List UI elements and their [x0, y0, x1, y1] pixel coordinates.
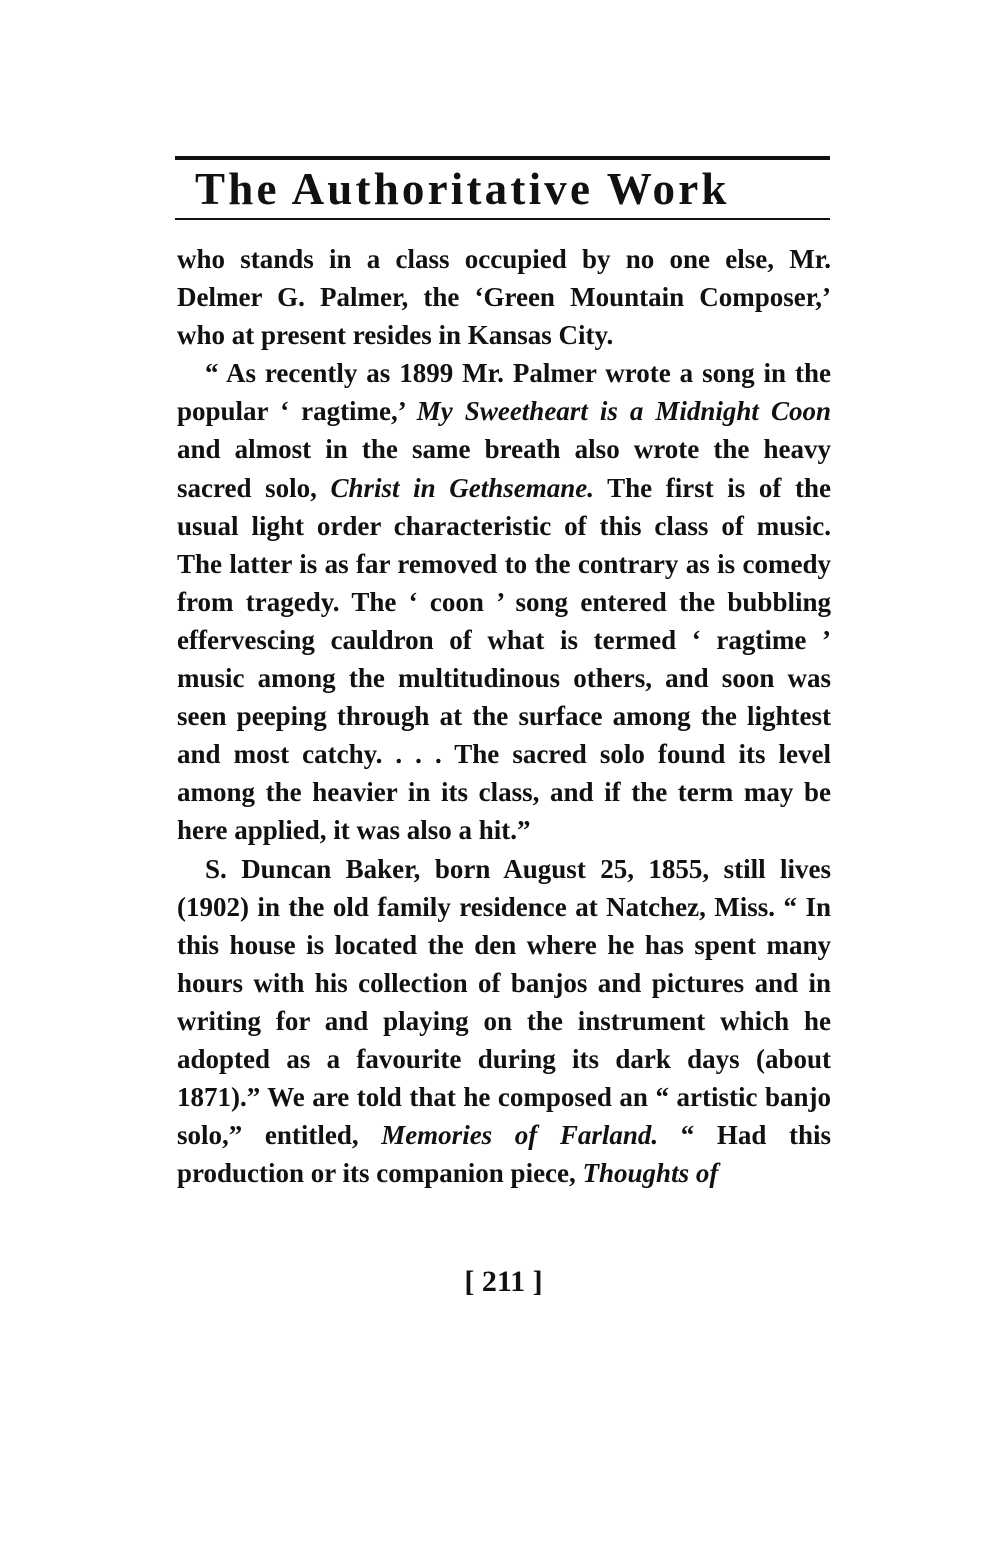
header-rule-bottom — [175, 218, 830, 220]
running-head: The Authoritative Work — [195, 164, 730, 214]
text-run: who stands in a class occupied by no one else, Mr. Delmer G. Palmer, the ‘Green Mountain Composer,’ who at present resides in Kansas City. — [177, 244, 831, 351]
text-run: S. Duncan Baker, born August 25, 1855, still lives (1902) in the old family residence at Natchez, Miss. “ In this house is located the den where he has spent many hours with his collection of banjos and pictures and in writing for and playing on the instrument which he adopted as a favourite during its dark days (about 1871).” We are told that he composed an “ artistic banjo solo,” entitled, — [177, 853, 831, 1151]
italic-title: Thoughts of — [582, 1158, 719, 1189]
paragraph — [177, 240, 831, 354]
page-number: [ 211 ] — [464, 1265, 543, 1298]
page-header — [175, 156, 830, 220]
text-run: and almost in the same breath also wrote the heavy sacred solo, — [177, 434, 831, 503]
paragraph — [177, 354, 831, 849]
paragraph — [177, 850, 831, 1193]
text-run: “ As recently as 1899 Mr. Palmer wrote a song in the popular ‘ ragtime,’ — [177, 358, 831, 427]
italic-title: Christ in Gethsemane. — [330, 472, 594, 503]
body-text — [177, 240, 831, 1192]
text-run: “ Had this production or its companion piece, — [177, 1120, 831, 1189]
italic-title: Memories of Farland. — [381, 1120, 659, 1151]
text-run: The first is of the usual light order characteristic of this class of music. The latter is as far removed to the contrary as is comedy from tragedy. The ‘ coon ’ song entered the bubbling effervescing cauldron of what is termed ‘ ragtime ’ music among the multitudinous others, and soon was seen peeping through at the surface among the lightest and most catchy. . . . The sacred solo found its level among the heavier in its class, and if the term may be here applied, it was also a hit.” — [177, 472, 831, 846]
italic-title: My Sweetheart is a Midnight Coon — [416, 396, 831, 427]
